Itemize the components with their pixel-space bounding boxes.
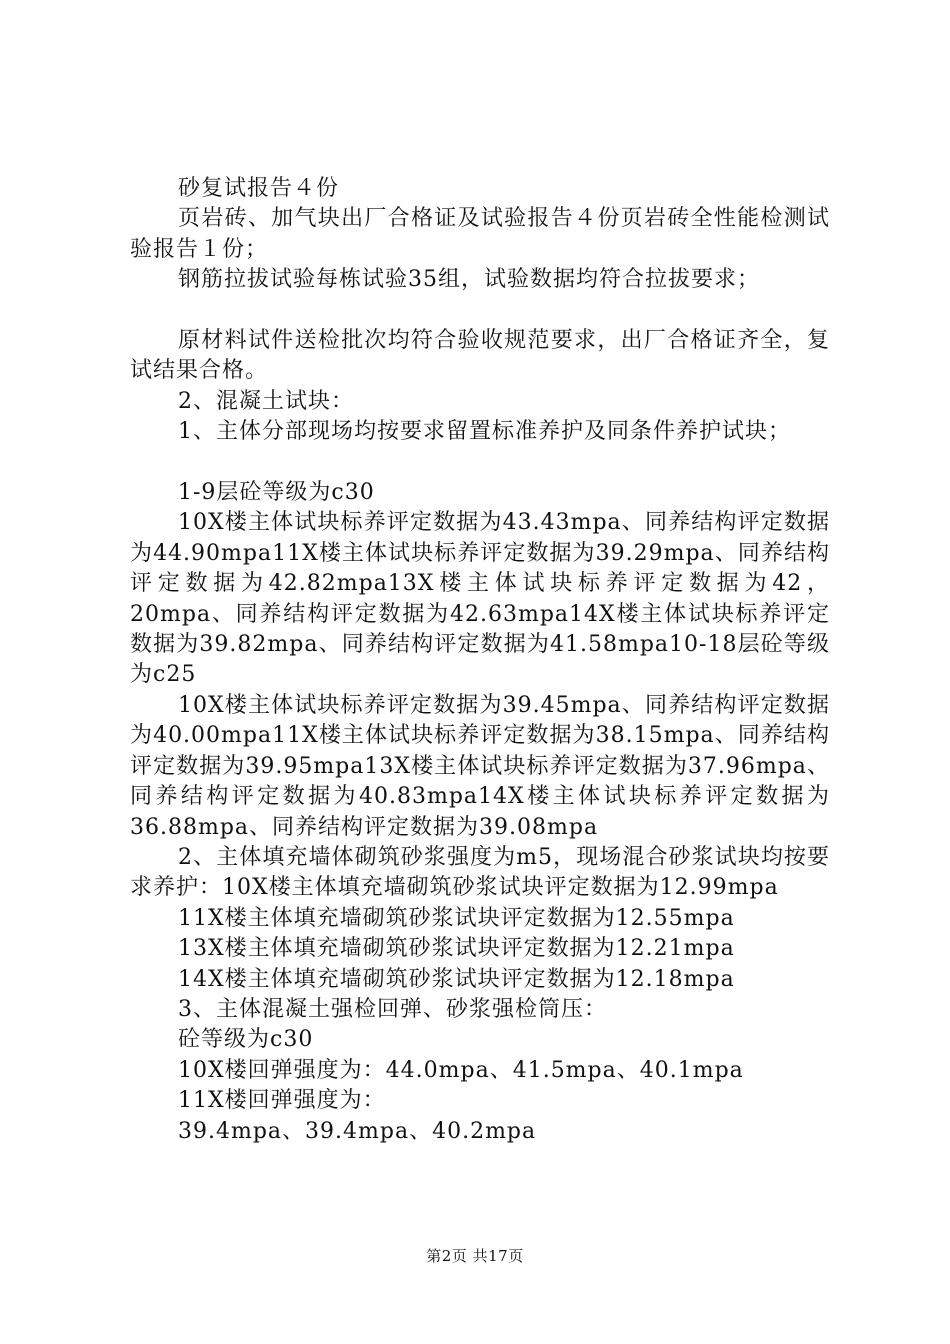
paragraph: 11X楼主体填充墙砌筑砂浆试块评定数据为12.55mpa bbox=[178, 905, 735, 931]
paragraph: 13X楼主体填充墙砌筑砂浆试块评定数据为12.21mpa bbox=[178, 936, 735, 962]
paragraph: 11X楼回弹强度为： bbox=[178, 1088, 386, 1114]
page-number-footer: 第2页 共17页 bbox=[426, 1247, 524, 1265]
paragraph: 砂复试报告４份 bbox=[178, 176, 340, 201]
paragraph: 1-9层砼等级为c30 bbox=[178, 480, 375, 506]
document-body bbox=[130, 174, 830, 1147]
paragraph-gap bbox=[130, 448, 830, 478]
paragraph: 14X楼主体填充墙砌筑砂浆试块评定数据为12.18mpa bbox=[178, 966, 735, 992]
paragraph: 10X楼主体试块标养评定数据为39.45mpa、同养结构评定数据为40.00mpa11X楼主体试块标养评定数据为38.15mpa、同养结构评定数据为39.95mpa13X楼主体试块标养评定数据为37.96mpa、同养结构评定数据为40.83mpa14X楼主体试块标养评定数据为36.88mpa、同养结构评定数据为39.08mpa bbox=[130, 692, 830, 840]
paragraph: 钢筋拉拔试验每栋试验35组，试验数据均符合拉拔要求； bbox=[178, 267, 760, 293]
paragraph: 2、主体填充墙体砌筑砂浆强度为m5，现场混合砂浆试块均按要求养护：10X楼主体填充墙砌筑砂浆试块评定数据为12.99mpa bbox=[130, 844, 830, 901]
paragraph: 原材料试件送检批次均符合验收规范要求，出厂合格证齐全，复试结果合格。 bbox=[130, 328, 830, 384]
paragraph: 1、主体分部现场均按要求留置标准养护及同条件养护试块； bbox=[178, 419, 791, 445]
paragraph: 10X楼主体试块标养评定数据为43.43mpa、同养结构评定数据为44.90mpa11X楼主体试块标养评定数据为39.29mpa、同养结构评定数据为42.82mpa13X楼主体试块标养评定数据为42，20mpa、同养结构评定数据为42.63mpa14X楼主体试块标养评定数据为39.82mpa、同养结构评定数据为41.58mpa10-18层砼等级为c25 bbox=[130, 510, 830, 688]
paragraph: 10X楼回弹强度为：44.0mpa、41.5mpa、40.1mpa bbox=[178, 1057, 744, 1083]
section-heading: 3、主体混凝土强检回弹、砂浆强检筒压： bbox=[178, 996, 607, 1022]
paragraph-gap bbox=[130, 296, 830, 326]
paragraph: 砼等级为c30 bbox=[178, 1027, 314, 1053]
paragraph: 39.4mpa、39.4mpa、40.2mpa bbox=[178, 1118, 537, 1144]
section-heading: 2、混凝土试块： bbox=[178, 388, 354, 414]
paragraph: 页岩砖、加气块出厂合格证及试验报告４份页岩砖全性能检测试验报告１份； bbox=[130, 206, 830, 262]
